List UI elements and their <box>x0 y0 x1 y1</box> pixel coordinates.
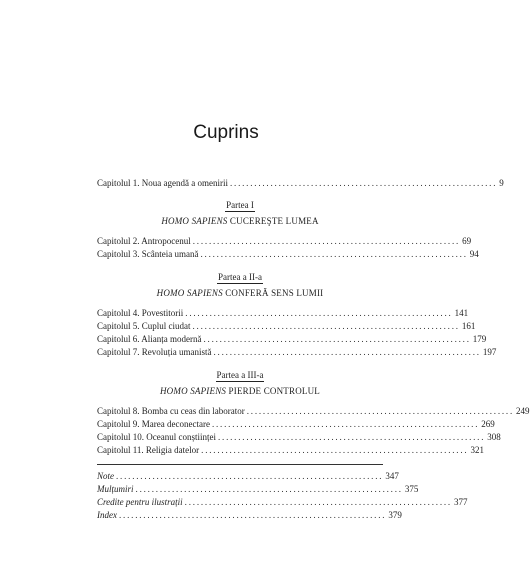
toc-entry-page: 249 <box>516 406 530 416</box>
dot-leader: .................................................................. <box>246 406 515 416</box>
part-subtitle-1 <box>97 216 383 227</box>
toc-entry-label: Capitolul 3. Scânteia umană <box>97 249 199 259</box>
dot-leader: .................................................................. <box>116 471 384 481</box>
toc-entry-acknowledgements[interactable] <box>97 483 419 495</box>
toc-entry-page: 321 <box>470 445 484 455</box>
dot-leader: .................................................................. <box>203 334 471 344</box>
part-subtitle-rest: CUCEREŞTE LUMEA <box>227 216 319 226</box>
part-heading-label: Partea a II-a <box>218 272 262 282</box>
toc-entry-chapter-4[interactable] <box>97 307 469 319</box>
toc-entry-label: Capitolul 1. Noua agendă a omenirii <box>97 178 228 188</box>
toc-entry-chapter-6[interactable] <box>97 333 487 345</box>
part-subtitle-2 <box>97 288 383 299</box>
toc-entry-chapter-8[interactable] <box>97 405 530 417</box>
toc-entry-label: Note <box>97 471 114 481</box>
toc-entry-chapter-1[interactable] <box>97 177 504 189</box>
part-subtitle-italic: HOMO SAPIENS <box>156 288 223 298</box>
page-title: Cuprins <box>193 122 259 143</box>
part-subtitle-italic: HOMO SAPIENS <box>159 386 227 396</box>
toc-entry-page: 94 <box>469 249 479 259</box>
part-heading-label: Partea a III-a <box>216 370 264 380</box>
toc-entry-page: 379 <box>388 510 402 520</box>
dot-leader: .................................................................. <box>184 497 452 507</box>
toc-entry-chapter-3[interactable] <box>97 248 479 260</box>
part-heading-3 <box>97 370 383 381</box>
toc-entry-page: 269 <box>481 419 495 429</box>
toc-entry-page: 179 <box>472 334 487 344</box>
toc-entry-label: Capitolul 6. Alianța modernă <box>97 334 202 344</box>
dot-leader: .................................................................. <box>135 484 403 494</box>
dot-leader: .................................................................. <box>200 249 468 259</box>
toc-entry-chapter-5[interactable] <box>97 320 476 332</box>
toc-entry-label: Capitolul 11. Religia datelor <box>97 445 200 455</box>
toc-entry-page: 377 <box>453 497 468 507</box>
toc-entry-label: Capitolul 4. Povestitorii <box>97 308 184 318</box>
dot-leader: .................................................................. <box>217 432 486 442</box>
part-heading-label: Partea I <box>226 200 254 210</box>
section-divider <box>97 464 383 465</box>
toc-entry-chapter-7[interactable] <box>97 346 497 358</box>
dot-leader: .................................................................. <box>185 308 453 318</box>
toc-entry-label: Capitolul 8. Bomba cu ceas din laborator <box>97 406 245 416</box>
part-subtitle-3 <box>97 386 383 397</box>
dot-leader: .................................................................. <box>213 347 481 357</box>
toc-entry-page: 347 <box>385 471 399 481</box>
part-subtitle-italic: HOMO SAPIENS <box>161 216 228 226</box>
toc-entry-page: 161 <box>461 321 476 331</box>
toc-entry-notes[interactable] <box>97 470 399 482</box>
toc-entry-label: Capitolul 9. Marea deconectare <box>97 419 210 429</box>
part-subtitle-rest: PIERDE CONTROLUL <box>226 386 321 396</box>
toc-entry-chapter-10[interactable] <box>97 431 501 443</box>
part-heading-1 <box>97 200 383 211</box>
toc-entry-page: 9 <box>499 178 504 188</box>
toc-entry-page: 375 <box>404 484 419 494</box>
toc-entry-label: Credite pentru ilustrații <box>97 497 183 507</box>
toc-entry-label: Capitolul 5. Cuplul ciudat <box>97 321 191 331</box>
toc-entry-label: Capitolul 10. Oceanul conștiinței <box>97 432 216 442</box>
part-heading-2 <box>97 272 383 283</box>
dot-leader: .................................................................. <box>119 510 387 520</box>
dot-leader: .................................................................. <box>201 445 469 455</box>
toc-entry-label: Capitolul 2. Antropocenul <box>97 236 191 246</box>
toc-entry-image-credits[interactable] <box>97 496 468 508</box>
dot-leader: .................................................................. <box>229 178 498 188</box>
toc-entry-page: 197 <box>482 347 497 357</box>
toc-entry-label: Mulțumiri <box>97 484 134 494</box>
toc-entry-chapter-2[interactable] <box>97 235 472 247</box>
toc-entry-chapter-9[interactable] <box>97 418 495 430</box>
toc-entry-label: Capitolul 7. Revoluția umanistă <box>97 347 212 357</box>
toc-entry-page: 69 <box>462 236 472 246</box>
toc-entry-index[interactable] <box>97 509 402 521</box>
dot-leader: .................................................................. <box>192 236 461 246</box>
toc-entry-page: 141 <box>454 308 469 318</box>
toc-entry-page: 308 <box>487 432 501 442</box>
part-subtitle-rest: CONFERĂ SENS LUMII <box>222 288 324 298</box>
toc-entry-chapter-11[interactable] <box>97 444 484 456</box>
dot-leader: .................................................................. <box>211 419 480 429</box>
dot-leader: .................................................................. <box>192 321 460 331</box>
toc-entry-label: Index <box>97 510 117 520</box>
